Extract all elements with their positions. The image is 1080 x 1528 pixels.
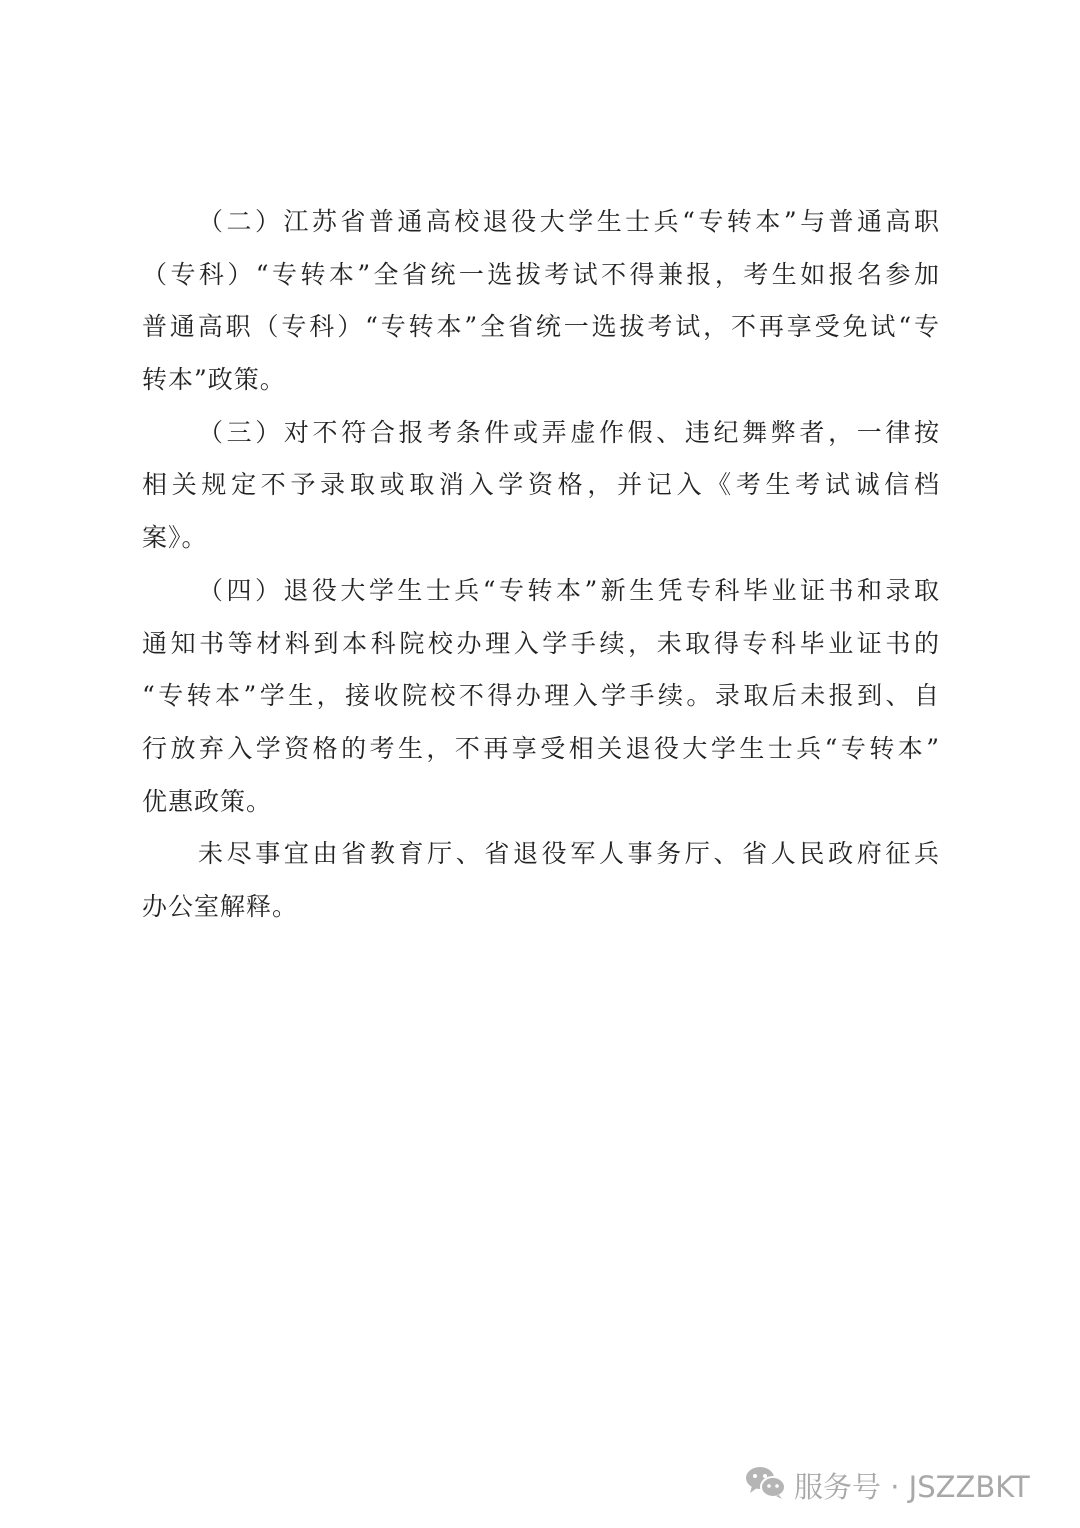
text-line: 相关规定不予录取或取消入学资格，并记入《考生考试诚信档 (142, 470, 940, 500)
text-line: （四）退役大学生士兵“专转本”新生凭专科毕业证书和录取 (198, 575, 940, 605)
text-line: 案》。 (142, 523, 208, 553)
text-line: 转本”政策。 (142, 365, 286, 395)
text-line: （二）江苏省普通高校退役大学生士兵“专转本”与普通高职 (198, 207, 940, 236)
paragraph (142, 407, 940, 565)
paragraph (142, 196, 940, 407)
text-line: 未尽事宜由省教育厅、省退役军人事务厅、省人民政府征兵 (198, 839, 940, 869)
text-line: “专转本”学生，接收院校不得办理入学手续。录取后未报到、自 (142, 681, 940, 711)
paragraph (142, 565, 940, 828)
text-line: （三）对不符合报考条件或弄虚作假、违纪舞弊者，一律按 (198, 417, 940, 447)
text-line: 普通高职（专科）“专转本”全省统一选拔考试，不再享受免试“专 (142, 312, 940, 342)
text-line: 通知书等材料到本科院校办理入学手续，未取得专科毕业证书的 (142, 628, 940, 658)
text-line: 办公室解释。 (142, 891, 299, 921)
watermark (744, 1464, 1030, 1507)
text-line: 优惠政策。 (142, 786, 273, 816)
text-line: 行放弃入学资格的考生，不再享受相关退役大学生士兵“专转本” (142, 733, 940, 763)
paragraph (142, 828, 940, 933)
text-line: （专科）“专转本”全省统一选拔考试不得兼报，考生如报名参加 (142, 259, 940, 289)
wechat-icon (744, 1464, 788, 1507)
watermark-text: 服务号 · JSZZBKT (794, 1470, 1030, 1504)
document-body (142, 196, 940, 934)
